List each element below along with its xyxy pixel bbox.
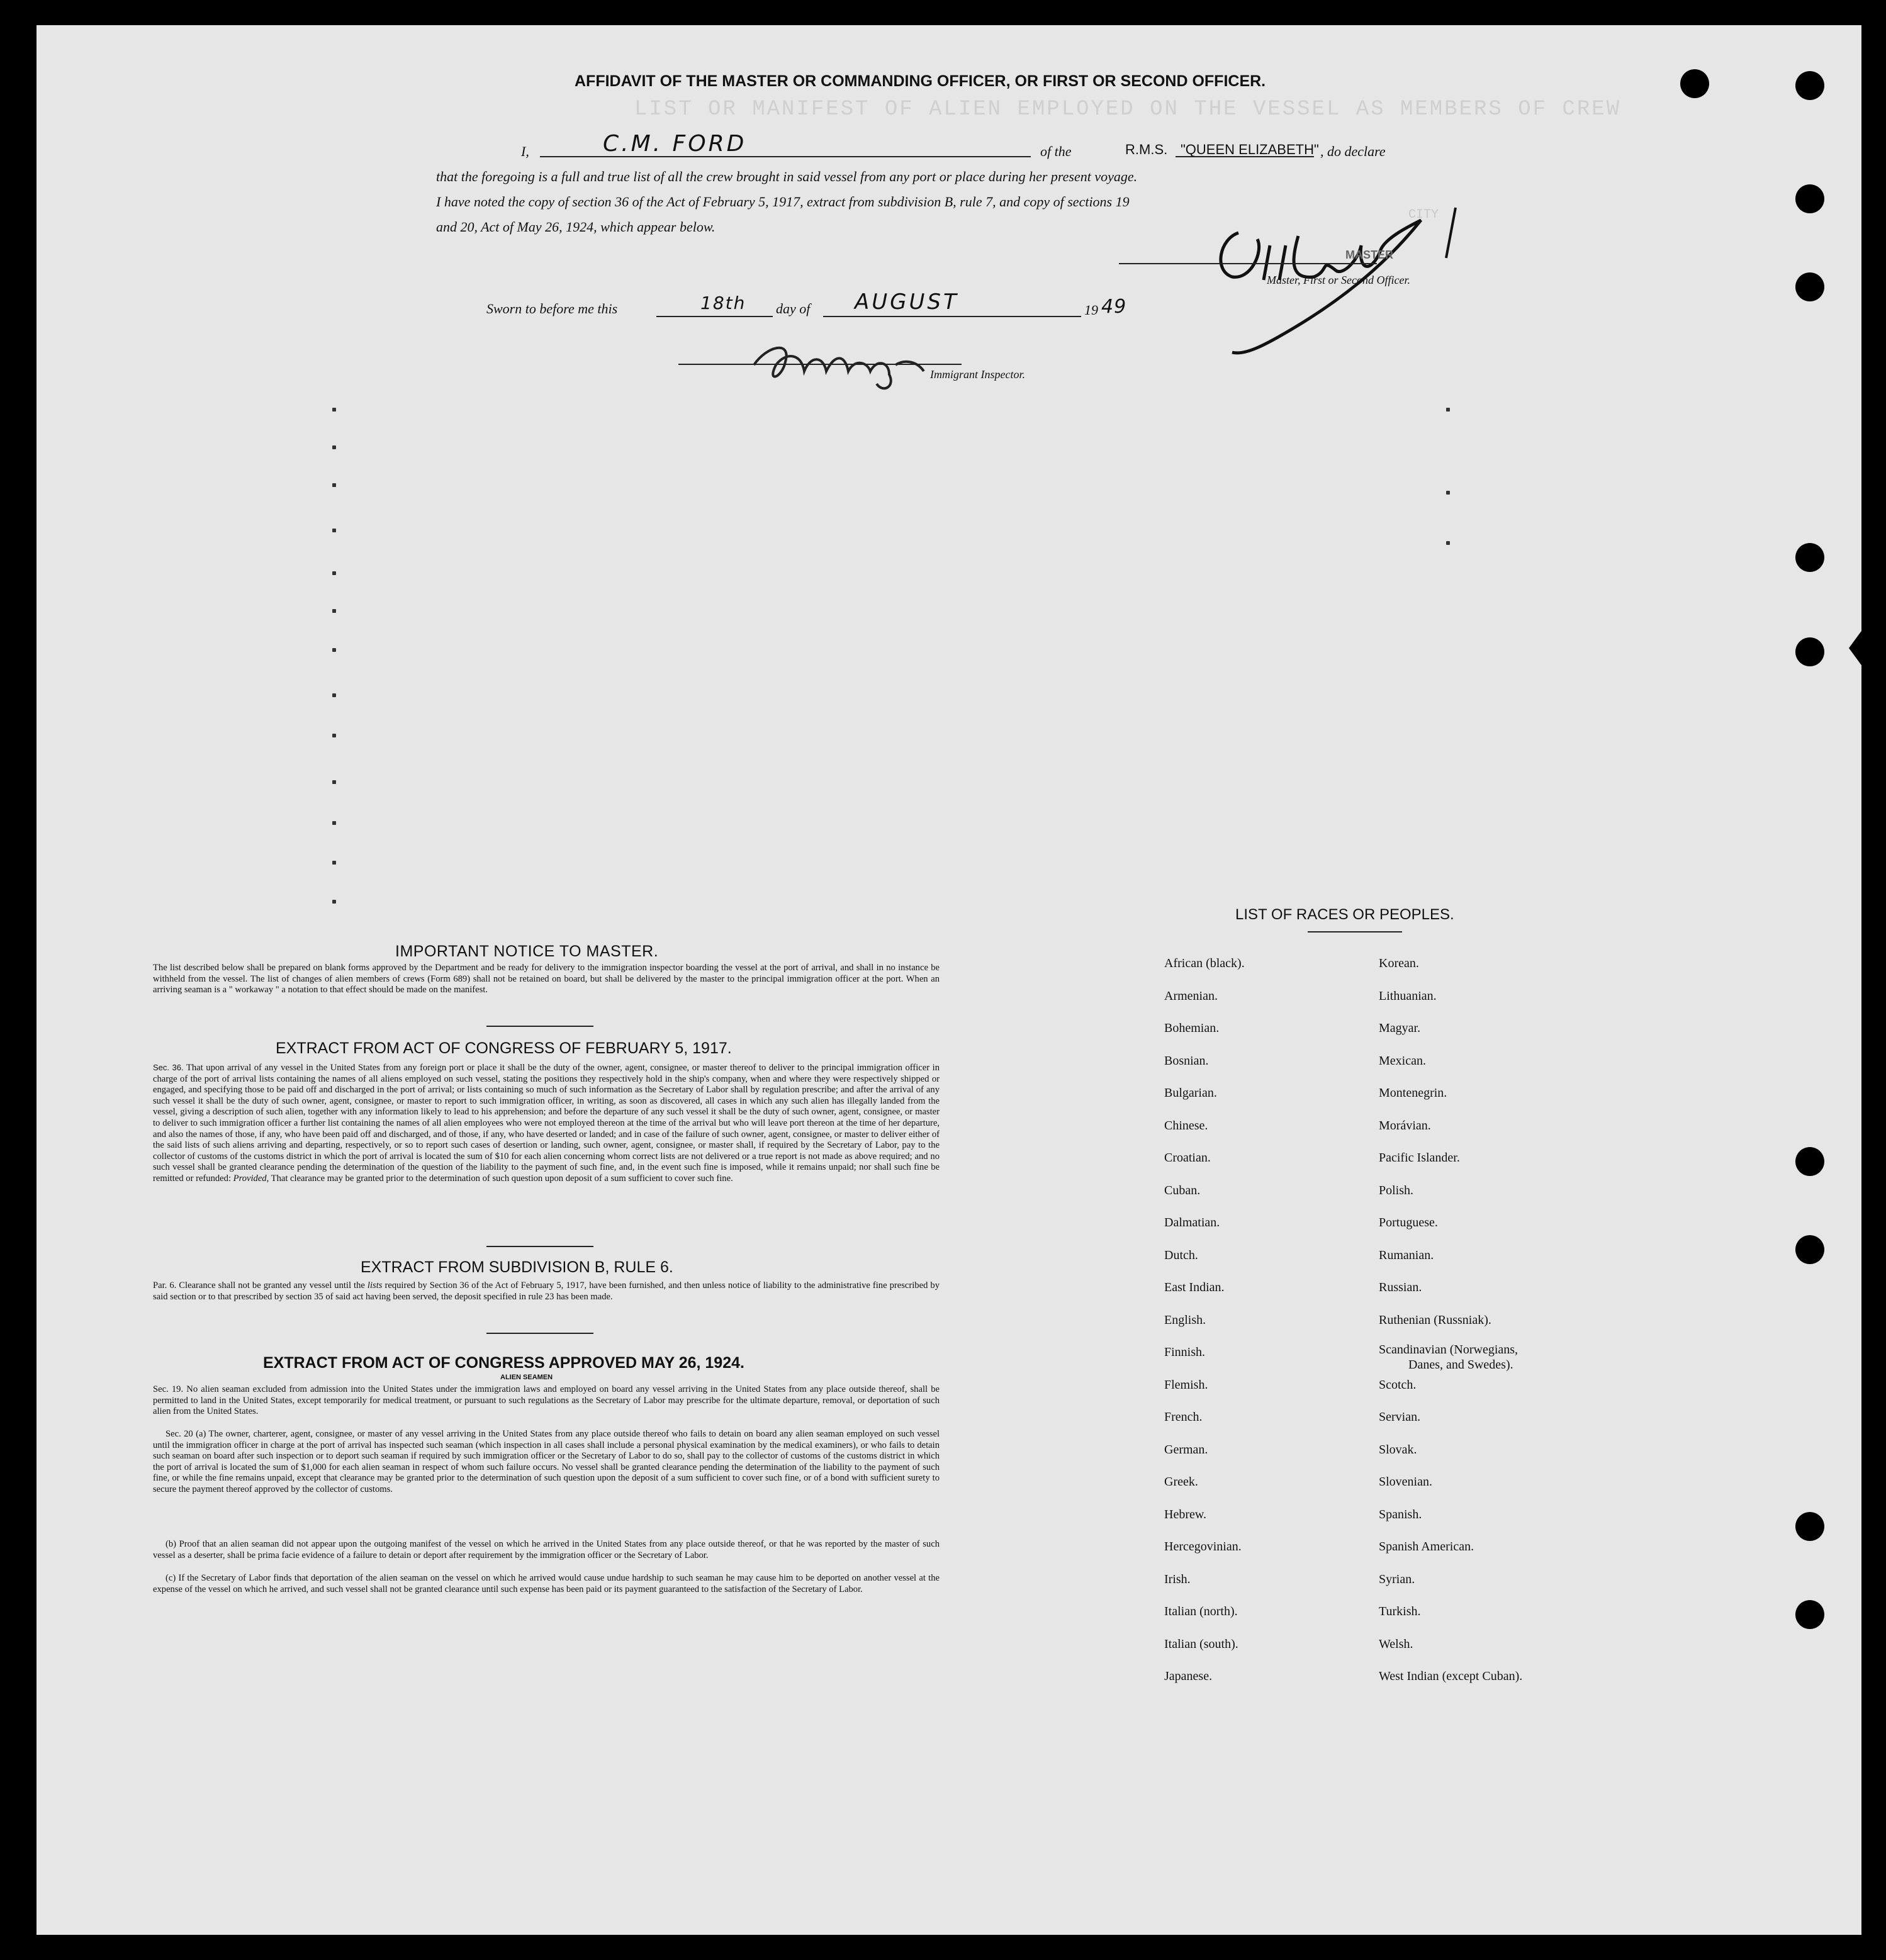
punch-hole xyxy=(1795,543,1824,572)
race-right: Polish. xyxy=(1379,1184,1414,1197)
race-right: Servian. xyxy=(1379,1410,1421,1424)
race-right-continuation: Danes, and Swedes). xyxy=(1408,1358,1513,1372)
race-right: Pacific Islander. xyxy=(1379,1151,1460,1165)
race-right: Scotch. xyxy=(1379,1378,1417,1392)
race-right: Welsh. xyxy=(1379,1637,1413,1651)
signature-caption: Master, First or Second Officer. xyxy=(1267,274,1410,286)
dot-mark xyxy=(332,648,336,652)
showthrough-heading: LIST OR MANIFEST OF ALIEN EMPLOYED ON THE VESSEL AS MEMBERS OF CREW xyxy=(634,98,1622,121)
subdivision-b-title: EXTRACT FROM SUBDIVISION B, RULE 6. xyxy=(361,1258,673,1276)
race-right: West Indian (except Cuban). xyxy=(1379,1669,1523,1683)
punch-hole xyxy=(1795,1147,1824,1176)
dot-mark xyxy=(332,693,336,697)
inspector-line xyxy=(678,364,962,365)
affidavit-title: AFFIDAVIT OF THE MASTER OR COMMANDING OFFICER, OR FIRST OR SECOND OFFICER. xyxy=(575,72,1266,90)
extract-1917-title: EXTRACT FROM ACT OF CONGRESS OF FEBRUARY 5, 1917. xyxy=(276,1039,732,1057)
sec-36-text: That upon arrival of any vessel in the United States from any foreign port or place it shall be the duty of the owner, agent, consignee, or master thereof to deliver to the principal immigration officer in charge of the port of arrival lists containing the names of all aliens employed on such vessel, stating the positions they respectively hold in the ship's company, when and where they were respectively shipped or engaged, and specifying those to be paid off and discharged in the port of arrival; or lists containing so much of such information as the Secretary of Labor shall by regulation prescribe; and after the arrival of any such vessel it shall be the duty of such owner, agent, consignee, or master to report to such immigration officer, in writing, as soon as discovered, all cases in which any such alien has illegally landed from the vessel, giving a description of such alien, together with any information likely to lead to his apprehension; and before the departure of any such vessel it shall be the duty of such owner, agent, consignee, or master to deliver to such immigration officer a further list containing the names of all alien employees who were not employed thereon at the time of the arrival but who will leave port thereon at the time of her departure, and also the names of those, if any, who have been paid off and discharged, and of those, if any, who have deserted or landed; and in case of the failure of such owner, agent, consignee, or master to deliver either of the said lists of such aliens arriving and departing, respectively, or so to report such cases of desertion or landing, such owner, agent, consignee, or master shall, if required by the Secretary of Labor, pay to the collector of customs of the customs district in which the port of arrival is located the sum of $10 for each alien concerning whom correct lists are not delivered or a true report is not made as above required; and no such vessel shall be granted clearance pending the determination of the question of the liability to the payment of such fine, and, in the event such fine is imposed, while it remains unpaid; nor shall such fine be remitted or refunded: xyxy=(153,1063,940,1184)
sec-19 xyxy=(153,1384,940,1418)
race-left: Croatian. xyxy=(1164,1151,1211,1165)
race-left: Bohemian. xyxy=(1164,1021,1220,1035)
ship-name: "QUEEN ELIZABETH" xyxy=(1181,142,1319,157)
sec-20b: (b) Proof that an alien seaman did not appear upon the outgoing manifest of the vessel on which he arrived in the United States from any place outside thereof, or that he was reported by the master of such vessel as a deserter, shall be prima facie evidence of a failure to detain or deport after requirement by the immigration officer or the Secretary of Labor. xyxy=(153,1539,940,1560)
dot-mark xyxy=(1446,408,1450,412)
divider xyxy=(486,1333,593,1334)
punch-hole xyxy=(1795,1235,1824,1264)
sec-19-text: No alien seaman excluded from admission into the United States under the immigration laws and employed on board any vessel arriving in the United States from any place outside thereof, shall be permitted to land in the United States, except temporarily for medical treatment, or pursuant to such regulations as the Secretary of Labor may prescribe for the ultimate departure, removal, or deportation of such alien from the United States. xyxy=(153,1384,940,1417)
race-left: Armenian. xyxy=(1164,989,1218,1003)
dot-mark xyxy=(1446,541,1450,545)
punch-hole xyxy=(1795,272,1824,301)
race-right: Portuguese. xyxy=(1379,1216,1438,1229)
sec-20a-text: The owner, charterer, agent, consignee, or master of any vessel arriving in the United States from any place outside thereof who fails to detain on board any alien seaman employed on such vessel until the immigration officer in charge at the port of arrival has inspected such seaman (which inspection in all cases shall include a personal physical examination by the medical examiners), or who fails to detain such seaman on board after such inspection or to deport such seaman if required by such immigration officer or the Secretary of Labor to do so, shall pay to the collector of customs of the customs district in which the port of arrival is located the sum of $1,000 for each alien seaman in respect of whom such failure occurs. No vessel shall be granted clearance pending the determination of the liability to the payment of such fine, or while the fine remains unpaid, except that clearance may be granted prior to the determination of such question upon the deposit of a sum sufficient to cover such fine, or of a bond with sufficient surety to secure the payment thereof approved by the collector of customs. xyxy=(153,1429,940,1494)
master-name: C.M. FORD xyxy=(603,131,747,157)
race-right: Mexican. xyxy=(1379,1054,1426,1068)
extract-1924-title: EXTRACT FROM ACT OF CONGRESS APPROVED MAY 26, 1924. xyxy=(263,1354,744,1372)
ship-line xyxy=(1176,156,1314,157)
notice-body: The list described below shall be prepared on blank forms approved by the Department and be ready for delivery to the immigration inspector boarding the vessel at the port of arrival, and shall in no instance be withheld from the vessel. The list of changes of alien members of crews (Form 689) shall not be retained on board, but shall be delivered by the master to the principal immigration officer at the port. When an arriving seaman is a " workaway " a notation to that effect should be made on the manifest. xyxy=(153,963,940,995)
par-6-label: Par. 6. xyxy=(153,1280,177,1291)
sec-19-label: Sec. 19. xyxy=(153,1384,184,1394)
race-left: English. xyxy=(1164,1313,1206,1327)
inspector-signature xyxy=(741,327,968,396)
lists-word: lists xyxy=(367,1280,383,1291)
punch-hole xyxy=(1795,71,1824,100)
race-left: Dalmatian. xyxy=(1164,1216,1220,1229)
divider xyxy=(486,1246,593,1247)
sworn-month: AUGUST xyxy=(855,289,959,315)
race-left: Bulgarian. xyxy=(1164,1086,1217,1100)
race-left: Japanese. xyxy=(1164,1669,1213,1683)
race-right: Scandinavian (Norwegians, xyxy=(1379,1343,1518,1357)
ship-prefix: R.M.S. xyxy=(1125,142,1168,157)
extract-1917-body xyxy=(153,1062,940,1185)
torn-edge xyxy=(1849,629,1861,667)
punch-hole xyxy=(1795,637,1824,666)
race-left: Bosnian. xyxy=(1164,1054,1209,1068)
dot-mark xyxy=(332,571,336,575)
par-6-text-b: required by Section 36 of the Act of February 5, 1917, have been furnished, and then unless notice of liability to the administrative fine prescribed by said section or to that prescribed by section 35 of said act having been served, the deposit specified in rule 23 has been made. xyxy=(153,1280,940,1302)
race-left: Greek. xyxy=(1164,1475,1198,1489)
i-label: I, xyxy=(521,143,529,159)
sec-20c: (c) If the Secretary of Labor finds that deportation of the alien seaman on the vessel on which he arrived would cause undue hardship to such seaman he may cause him to be deported on another vessel at the expense of the vessel on which he arrived, and such vessel shall not be granted clearance until such expense has been paid or its payment guaranteed to the satisfaction of the Secretary of Labor. xyxy=(153,1573,940,1594)
master-stamp: MASTER xyxy=(1345,249,1393,261)
dot-mark xyxy=(332,900,336,904)
race-right: Montenegrin. xyxy=(1379,1086,1447,1100)
race-left: German. xyxy=(1164,1443,1208,1457)
race-right: Rumanian. xyxy=(1379,1248,1434,1262)
race-right: Lithuanian. xyxy=(1379,989,1437,1003)
affidavit-line-2: that the foregoing is a full and true list of all the crew brought in said vessel from any port or place during her present voyage. xyxy=(436,169,1138,184)
notice-title: IMPORTANT NOTICE TO MASTER. xyxy=(395,943,659,960)
dot-mark xyxy=(332,529,336,532)
divider xyxy=(1308,931,1402,932)
day-of-label: day of xyxy=(776,301,811,316)
punch-hole xyxy=(1795,1512,1824,1541)
race-right: Morávian. xyxy=(1379,1119,1431,1133)
sworn-month-line xyxy=(823,316,1081,317)
race-left: Chinese. xyxy=(1164,1119,1208,1133)
race-right: Slovenian. xyxy=(1379,1475,1432,1489)
race-left: Irish. xyxy=(1164,1572,1191,1586)
race-left: Finnish. xyxy=(1164,1345,1206,1359)
divider xyxy=(486,1026,593,1027)
race-right: Ruthenian (Russniak). xyxy=(1379,1313,1491,1327)
punch-hole xyxy=(1680,69,1709,98)
race-right: Korean. xyxy=(1379,956,1419,970)
race-right: Magyar. xyxy=(1379,1021,1421,1035)
race-left: Flemish. xyxy=(1164,1378,1208,1392)
sec-20a xyxy=(153,1429,940,1496)
alien-seamen-subtitle: ALIEN SEAMEN xyxy=(500,1374,553,1381)
subdivision-b-body xyxy=(153,1280,940,1302)
race-left: Italian (south). xyxy=(1164,1637,1238,1651)
par-6-text-a: Clearance shall not be granted any vessel until the xyxy=(179,1280,365,1291)
races-title: LIST OF RACES OR PEOPLES. xyxy=(1235,906,1454,923)
race-left: African (black). xyxy=(1164,956,1245,970)
affidavit-line-4: and 20, Act of May 26, 1924, which appear below. xyxy=(436,219,716,235)
race-left: Hebrew. xyxy=(1164,1508,1207,1521)
race-right: Slovak. xyxy=(1379,1443,1417,1457)
provided-label: Provided, xyxy=(233,1173,269,1184)
affidavit-line-3: I have noted the copy of section 36 of the Act of February 5, 1917, extract from subdivision B, rule 7, and copy of sections 19 xyxy=(436,194,1130,210)
sec-36-label: Sec. 36. xyxy=(153,1063,184,1072)
race-left: Dutch. xyxy=(1164,1248,1198,1262)
of-the-label: of the xyxy=(1040,143,1072,159)
race-right: Turkish. xyxy=(1379,1604,1421,1618)
race-left: Cuban. xyxy=(1164,1184,1201,1197)
sec-36-text-end: That clearance may be granted prior to the determination of such question upon deposit of a sum sufficient to cover such fine. xyxy=(271,1173,733,1184)
race-left: Italian (north). xyxy=(1164,1604,1238,1618)
year-suffix: 49 xyxy=(1101,296,1127,318)
punch-hole xyxy=(1795,184,1824,213)
dot-mark xyxy=(332,861,336,865)
sworn-day: 18th xyxy=(700,293,746,313)
race-left: Hercegovinian. xyxy=(1164,1540,1242,1554)
year-prefix: 19 xyxy=(1084,302,1098,318)
dot-mark xyxy=(1446,491,1450,495)
sworn-day-line xyxy=(656,316,773,317)
manifest-page xyxy=(36,25,1861,1935)
race-right: Spanish American. xyxy=(1379,1540,1474,1554)
dot-mark xyxy=(332,483,336,487)
inspector-caption: Immigrant Inspector. xyxy=(930,368,1025,381)
race-right: Spanish. xyxy=(1379,1508,1422,1521)
dot-mark xyxy=(332,445,336,449)
dot-mark xyxy=(332,609,336,613)
sworn-label: Sworn to before me this xyxy=(486,301,618,316)
punch-hole xyxy=(1795,1600,1824,1629)
race-right: Russian. xyxy=(1379,1280,1422,1294)
sec-20-label: Sec. 20 (a) xyxy=(166,1429,206,1439)
race-left: French. xyxy=(1164,1410,1203,1424)
race-left: East Indian. xyxy=(1164,1280,1225,1294)
dot-mark xyxy=(332,821,336,825)
dot-mark xyxy=(332,734,336,737)
signature-line xyxy=(1119,263,1377,264)
showthrough-text: CITY xyxy=(1408,208,1439,222)
dot-mark xyxy=(332,408,336,412)
race-right: Syrian. xyxy=(1379,1572,1415,1586)
dot-mark xyxy=(332,780,336,784)
do-declare: , do declare xyxy=(1320,143,1386,159)
